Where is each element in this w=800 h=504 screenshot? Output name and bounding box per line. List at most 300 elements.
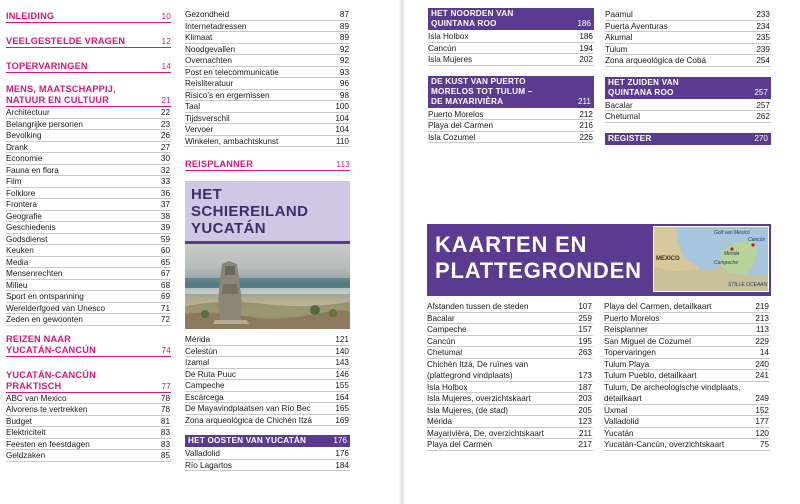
toc-entry[interactable] bbox=[605, 55, 771, 67]
toc-entry[interactable] bbox=[6, 257, 171, 269]
map-entry[interactable] bbox=[604, 313, 770, 325]
entry-label: Zona arqueológica de Chichén Itzá bbox=[185, 415, 312, 425]
entry-label: Valladolid bbox=[604, 417, 639, 426]
entry-label: Vervoer bbox=[185, 125, 214, 134]
entry-page: 60 bbox=[160, 246, 170, 255]
entry-page: 123 bbox=[578, 417, 592, 426]
toc-entry[interactable] bbox=[428, 54, 594, 66]
section-register[interactable] bbox=[605, 133, 771, 146]
map-entry[interactable] bbox=[604, 324, 770, 336]
toc-entry[interactable] bbox=[605, 100, 771, 112]
entry-label: Belangrijke personen bbox=[6, 119, 83, 129]
entry-label: Cancún bbox=[427, 336, 456, 346]
section-page: 257 bbox=[754, 87, 768, 97]
entry-page: 184 bbox=[335, 460, 349, 470]
toc-entry[interactable] bbox=[185, 403, 350, 415]
section-page: 77 bbox=[161, 381, 171, 391]
map-entry[interactable] bbox=[604, 336, 770, 348]
entry-label: Zeden en gewoonten bbox=[6, 315, 83, 324]
entry-label: Escárcega bbox=[185, 392, 224, 402]
map-entry[interactable] bbox=[427, 370, 593, 382]
toc-entry[interactable] bbox=[185, 44, 350, 56]
entry-page: 93 bbox=[339, 67, 349, 77]
maps-header bbox=[427, 224, 771, 296]
entry-page: 143 bbox=[335, 358, 349, 367]
entry-label: Valladolid bbox=[185, 449, 220, 458]
entry-page: 78 bbox=[160, 405, 170, 414]
entry-label: Architectuur bbox=[6, 108, 50, 117]
entry-label: Isla Mujeres bbox=[428, 55, 473, 64]
toc-list bbox=[428, 109, 594, 144]
entry-page: 169 bbox=[335, 415, 349, 425]
entry-page: 27 bbox=[160, 142, 170, 152]
entry-page: 89 bbox=[339, 21, 349, 31]
map-entry[interactable] bbox=[604, 370, 770, 382]
map-entry[interactable] bbox=[604, 301, 770, 313]
entry-label: De Mayavindplaatsen van Río Bec bbox=[185, 404, 311, 413]
toc-entry[interactable] bbox=[6, 211, 171, 223]
section-oosten-van-yucatan[interactable] bbox=[185, 435, 350, 448]
section-page: 21 bbox=[161, 96, 171, 105]
map-entry[interactable] bbox=[604, 428, 770, 440]
entry-page: 217 bbox=[578, 440, 592, 449]
toc-entry[interactable] bbox=[185, 136, 350, 148]
section-praktisch bbox=[6, 368, 171, 393]
entry-label: Mensenrechten bbox=[6, 269, 63, 278]
entry-page: 22 bbox=[160, 108, 170, 117]
entry-page: 146 bbox=[335, 369, 349, 379]
toc-entry[interactable] bbox=[185, 21, 350, 33]
toc-list bbox=[185, 334, 350, 426]
entry-page: 195 bbox=[578, 336, 592, 346]
entry-label: Paamul bbox=[605, 10, 633, 19]
entry-label: Taal bbox=[185, 102, 201, 111]
entry-page: 37 bbox=[160, 200, 170, 209]
toc-entry[interactable] bbox=[6, 245, 171, 257]
map-label-gulf: Golf van Mexico bbox=[714, 230, 750, 236]
toc-entry[interactable] bbox=[6, 416, 171, 428]
entry-label: Playa del Carmen bbox=[427, 440, 493, 449]
section-title: MENS, MAATSCHAPPIJ, NATUUR EN CULTUUR bbox=[6, 84, 116, 105]
toc-entry[interactable] bbox=[185, 415, 350, 427]
map-entry[interactable] bbox=[427, 336, 593, 348]
toc-list bbox=[6, 393, 171, 462]
section-veelgestelde-vragen bbox=[6, 34, 171, 48]
entry-page: 32 bbox=[160, 165, 170, 175]
toc-entry[interactable] bbox=[428, 109, 594, 121]
entry-label: Milieu bbox=[6, 280, 28, 290]
toc-entry[interactable] bbox=[605, 21, 771, 33]
toc-list bbox=[428, 31, 594, 66]
entry-label: Geldzaken bbox=[6, 451, 46, 460]
entry-page: 194 bbox=[579, 43, 593, 53]
toc-entry[interactable] bbox=[6, 234, 171, 246]
map-entry[interactable] bbox=[604, 416, 770, 428]
map-entry[interactable] bbox=[427, 393, 593, 405]
entry-label: Geschiedenis bbox=[6, 223, 56, 232]
entry-page: 92 bbox=[339, 56, 349, 65]
entry-label: Chetumal bbox=[605, 112, 641, 121]
entry-label: Economie bbox=[6, 154, 43, 163]
section-page: 270 bbox=[754, 133, 768, 143]
section-kust-puerto-morelos[interactable] bbox=[428, 76, 594, 109]
toc-entry[interactable] bbox=[6, 165, 171, 177]
entry-page: 212 bbox=[579, 109, 593, 119]
entry-page: 26 bbox=[160, 131, 170, 140]
entry-label: Playa del Carmen bbox=[428, 121, 494, 130]
map-entry[interactable] bbox=[427, 439, 593, 451]
section-inleiding bbox=[6, 9, 171, 23]
entry-label: Campeche bbox=[427, 325, 467, 334]
entry-label: Tijdsverschil bbox=[185, 113, 230, 123]
maps-section bbox=[427, 224, 771, 451]
section-title: DE KUST VAN PUERTO MORELOS TOT TULUM – DE MAYARIVIÈRA bbox=[431, 76, 533, 106]
entry-page: 241 bbox=[755, 371, 769, 380]
map-entry[interactable] bbox=[604, 359, 770, 371]
peninsula-title: HET SCHIEREILAND YUCATÁN bbox=[191, 186, 309, 237]
entry-page: 254 bbox=[756, 56, 770, 65]
entry-page: 39 bbox=[160, 223, 170, 232]
entry-label: Budget bbox=[6, 416, 32, 426]
entry-label: Werelderfgoed van Unesco bbox=[6, 303, 106, 313]
entry-page: 75 bbox=[759, 440, 769, 449]
toc-entry[interactable] bbox=[6, 404, 171, 416]
entry-label: Tulum bbox=[605, 44, 628, 54]
entry-page: 239 bbox=[756, 44, 770, 54]
entry-label: Godsdienst bbox=[6, 234, 48, 244]
entry-label: ABC van Mexico bbox=[6, 393, 67, 403]
entry-page: 65 bbox=[160, 257, 170, 267]
section-page: 186 bbox=[577, 19, 591, 28]
entry-page: 259 bbox=[578, 313, 592, 323]
entry-page: 216 bbox=[579, 121, 593, 130]
entry-page: 203 bbox=[578, 394, 592, 403]
toc-entry[interactable] bbox=[6, 280, 171, 292]
map-entry[interactable] bbox=[427, 428, 593, 440]
entry-label: Post en telecommunicatie bbox=[185, 67, 279, 77]
map-entry[interactable] bbox=[604, 347, 770, 359]
section-title: TOPERVARINGEN bbox=[6, 61, 88, 71]
entry-page: 121 bbox=[335, 335, 349, 344]
toc-entry[interactable] bbox=[428, 132, 594, 144]
section-mens-maatschappij bbox=[6, 82, 171, 107]
map-entry[interactable] bbox=[604, 405, 770, 417]
statue-beach-photo bbox=[185, 244, 350, 329]
entry-page: 213 bbox=[755, 313, 769, 323]
toc-entry[interactable] bbox=[605, 44, 771, 56]
entry-page: 211 bbox=[578, 428, 592, 438]
section-page: 14 bbox=[161, 62, 171, 71]
entry-page: 176 bbox=[335, 449, 349, 458]
map-entry[interactable] bbox=[604, 439, 770, 451]
entry-page: 98 bbox=[339, 90, 349, 100]
section-title: INLEIDING bbox=[6, 11, 55, 21]
toc-entry[interactable] bbox=[185, 67, 350, 79]
entry-label: Bacalar bbox=[605, 100, 633, 110]
toc-entry[interactable] bbox=[6, 142, 171, 154]
entry-page: 202 bbox=[579, 55, 593, 64]
entry-page: 59 bbox=[160, 234, 170, 244]
entry-page: 257 bbox=[756, 100, 770, 110]
entry-label: De Ruta Puuc bbox=[185, 369, 236, 379]
maps-list-right bbox=[604, 301, 770, 451]
toc-entry[interactable] bbox=[185, 55, 350, 67]
section-title: YUCATÁN-CANCÚN PRAKTISCH bbox=[6, 369, 96, 391]
peninsula-header bbox=[185, 181, 350, 244]
toc-entry[interactable] bbox=[185, 9, 350, 21]
entry-page: 240 bbox=[755, 359, 769, 369]
entry-label: Frontera bbox=[6, 200, 37, 209]
toc-entry[interactable] bbox=[185, 380, 350, 392]
statue-illustration bbox=[185, 244, 350, 329]
toc-entry[interactable] bbox=[605, 9, 771, 21]
entry-page: 173 bbox=[578, 371, 592, 380]
entry-label: Reisliteratuur bbox=[185, 79, 234, 88]
section-title: REGISTER bbox=[608, 133, 652, 143]
entry-page: 155 bbox=[335, 381, 349, 390]
toc-entry[interactable] bbox=[428, 120, 594, 132]
entry-label: Tulum, De archeologische vindplaats, bbox=[604, 382, 741, 392]
entry-page: 104 bbox=[335, 113, 349, 123]
map-entry[interactable] bbox=[427, 324, 593, 336]
entry-page: 14 bbox=[759, 348, 769, 357]
section-page: 211 bbox=[577, 96, 591, 106]
entry-page: 104 bbox=[335, 125, 349, 134]
toc-entry[interactable] bbox=[185, 369, 350, 381]
entry-page: 85 bbox=[160, 451, 170, 460]
entry-page: 36 bbox=[160, 188, 170, 198]
toc-entry[interactable] bbox=[6, 176, 171, 188]
map-label-merida: Mérida bbox=[724, 251, 740, 257]
maps-list-left bbox=[427, 301, 593, 451]
map-entry[interactable] bbox=[427, 382, 593, 394]
entry-label: detailkaart bbox=[604, 394, 642, 403]
entry-label: Media bbox=[6, 257, 29, 267]
toc-entry[interactable] bbox=[185, 78, 350, 90]
entry-page: 67 bbox=[160, 269, 170, 278]
entry-label: Feesten en feestdagen bbox=[6, 439, 90, 449]
maps-columns bbox=[427, 301, 771, 451]
entry-label: Puerto Morelos bbox=[428, 109, 484, 119]
yucatan-overview-map bbox=[653, 226, 769, 292]
map-entry[interactable] bbox=[427, 359, 593, 371]
toc-entry[interactable] bbox=[6, 119, 171, 131]
entry-label: Playa del Carmen, detailkaart bbox=[604, 302, 712, 311]
toc-entry[interactable] bbox=[6, 439, 171, 451]
entry-label: Cancún bbox=[428, 43, 457, 53]
entry-label: Isla Holbox bbox=[427, 382, 468, 392]
section-title: VEELGESTELDE VRAGEN bbox=[6, 36, 126, 46]
toc-entry[interactable] bbox=[185, 460, 350, 472]
entry-label: Puerto Morelos bbox=[604, 313, 660, 323]
entry-label: Topervaringen bbox=[604, 348, 656, 357]
map-label-mexico: MEXICO bbox=[656, 256, 680, 262]
section-noorden-quintana-roo[interactable] bbox=[428, 8, 594, 31]
section-title: HET OOSTEN VAN YUCATÁN bbox=[188, 436, 307, 445]
entry-label: Sport en ontspanning bbox=[6, 292, 84, 301]
entry-page: 187 bbox=[578, 382, 592, 392]
toc-entry[interactable] bbox=[6, 314, 171, 326]
entry-label: Internetadressen bbox=[185, 21, 247, 31]
toc-entry[interactable] bbox=[428, 31, 594, 43]
entry-page: 78 bbox=[160, 393, 170, 403]
section-page: 10 bbox=[161, 12, 171, 21]
section-title: REIZEN NAAR YUCATÁN-CANCÚN bbox=[6, 333, 96, 355]
toc-entry[interactable] bbox=[605, 32, 771, 44]
entry-label: Isla Cozumel bbox=[428, 132, 476, 142]
map-label-cancun: Cancún bbox=[748, 237, 766, 243]
right-column-b bbox=[605, 9, 771, 146]
toc-entry[interactable] bbox=[185, 346, 350, 358]
map-label-campeche: Campeche bbox=[714, 260, 739, 266]
entry-page: 107 bbox=[578, 302, 592, 311]
entry-label: Noodgevallen bbox=[185, 44, 236, 54]
entry-label: Akumal bbox=[605, 33, 633, 42]
entry-page: 229 bbox=[755, 336, 769, 346]
entry-page: 165 bbox=[335, 404, 349, 413]
toc-entry[interactable] bbox=[6, 107, 171, 119]
toc-entry[interactable] bbox=[6, 303, 171, 315]
entry-label: Mayarivièra, De, overzichtskaart bbox=[427, 428, 544, 438]
toc-entry[interactable] bbox=[185, 101, 350, 113]
left-column-a bbox=[6, 9, 171, 462]
entry-label: Isla Mujeres, (de stad) bbox=[427, 405, 508, 415]
toc-entry[interactable] bbox=[6, 153, 171, 165]
entry-label: Tulum Playa bbox=[604, 359, 650, 369]
entry-page: 234 bbox=[756, 21, 770, 31]
section-page: 12 bbox=[161, 37, 171, 46]
toc-entry[interactable] bbox=[6, 427, 171, 439]
toc-entry[interactable] bbox=[6, 268, 171, 280]
entry-page: 177 bbox=[755, 417, 769, 426]
toc-entry[interactable] bbox=[185, 448, 350, 460]
toc-entry[interactable] bbox=[6, 222, 171, 234]
toc-list bbox=[6, 107, 171, 326]
toc-entry[interactable] bbox=[6, 393, 171, 405]
section-page: 176 bbox=[333, 436, 347, 445]
entry-label: Isla Mujeres, overzichtskaart bbox=[427, 394, 531, 403]
map-entry[interactable] bbox=[427, 313, 593, 325]
entry-page: 30 bbox=[160, 154, 170, 163]
entry-page: 113 bbox=[755, 325, 769, 334]
entry-label: Bevolking bbox=[6, 131, 42, 140]
entry-label: Gezondheid bbox=[185, 10, 230, 19]
entry-label: Mérida bbox=[427, 417, 453, 426]
entry-page: 81 bbox=[160, 416, 170, 426]
map-entry[interactable] bbox=[427, 301, 593, 313]
entry-label: Klimaat bbox=[185, 33, 213, 42]
entry-label: Folklore bbox=[6, 188, 36, 198]
entry-page: 152 bbox=[755, 405, 769, 415]
entry-label: Chetumal bbox=[427, 348, 463, 357]
entry-label: Risico’s en ergernissen bbox=[185, 90, 270, 100]
toc-entry[interactable] bbox=[185, 32, 350, 44]
entry-label: Elektriciteit bbox=[6, 428, 46, 437]
entry-page: 249 bbox=[755, 394, 769, 403]
toc-list bbox=[605, 9, 771, 67]
toc-entry[interactable] bbox=[428, 43, 594, 55]
entry-label: Mérida bbox=[185, 335, 211, 344]
toc-entry[interactable] bbox=[185, 124, 350, 136]
entry-page: 72 bbox=[160, 315, 170, 324]
entry-page: 140 bbox=[335, 346, 349, 356]
map-entry[interactable] bbox=[427, 347, 593, 359]
entry-label: Fauna en flora bbox=[6, 165, 59, 175]
toc-entry[interactable] bbox=[6, 450, 171, 462]
entry-page: 33 bbox=[160, 177, 170, 186]
map-entry[interactable] bbox=[604, 382, 770, 394]
section-page: 74 bbox=[161, 345, 171, 355]
entry-page: 68 bbox=[160, 280, 170, 290]
entry-page: 110 bbox=[335, 136, 349, 146]
map-entry[interactable] bbox=[427, 405, 593, 417]
entry-page: 38 bbox=[160, 211, 170, 221]
entry-label: Celestún bbox=[185, 346, 218, 356]
entry-label: Tulum Pueblo, detailkaart bbox=[604, 371, 697, 380]
map-label-ocean: STILLE OCEAAN bbox=[728, 282, 768, 288]
toc-entry[interactable] bbox=[6, 291, 171, 303]
entry-page: 89 bbox=[339, 33, 349, 42]
toc-entry[interactable] bbox=[185, 113, 350, 125]
toc-entry[interactable] bbox=[6, 130, 171, 142]
toc-entry[interactable] bbox=[6, 188, 171, 200]
entry-label: Chichén Itzá, De ruïnes van bbox=[427, 359, 529, 369]
section-title: HET NOORDEN VAN QUINTANA ROO bbox=[431, 9, 514, 28]
entry-label: Overnachten bbox=[185, 56, 232, 65]
entry-label: Winkelen, ambachtskunst bbox=[185, 136, 279, 146]
section-page: 113 bbox=[336, 160, 350, 169]
toc-entry[interactable] bbox=[605, 111, 771, 123]
entry-page: 120 bbox=[755, 428, 769, 438]
entry-label: Reisplanner bbox=[604, 325, 648, 334]
entry-page: 83 bbox=[160, 439, 170, 449]
section-title: REISPLANNER bbox=[185, 159, 254, 169]
toc-entry[interactable] bbox=[185, 90, 350, 102]
toc-entry[interactable] bbox=[185, 392, 350, 404]
toc-entry[interactable] bbox=[6, 199, 171, 211]
entry-page: 87 bbox=[339, 10, 349, 19]
entry-label: Isla Holbox bbox=[428, 32, 469, 41]
entry-page: 92 bbox=[339, 44, 349, 54]
entry-label: Zona arqueológica de Cobá bbox=[605, 56, 707, 65]
entry-label: Izamal bbox=[185, 358, 210, 367]
map-entry[interactable] bbox=[604, 393, 770, 405]
right-column-a bbox=[428, 8, 594, 143]
peninsula-panel bbox=[185, 181, 350, 426]
entry-label: Alvorens te vertrekken bbox=[6, 405, 88, 414]
entry-page: 186 bbox=[579, 32, 593, 41]
section-title: HET ZUIDEN VAN QUINTANA ROO bbox=[608, 77, 679, 97]
entry-page: 262 bbox=[756, 112, 770, 121]
entry-page: 157 bbox=[578, 325, 592, 334]
entry-page: 164 bbox=[335, 392, 349, 402]
entry-label: Geografie bbox=[6, 211, 42, 221]
entry-label: Bacalar bbox=[427, 313, 455, 323]
toc-list bbox=[605, 100, 771, 123]
section-topervaringen bbox=[6, 59, 171, 73]
entry-page: 263 bbox=[578, 348, 592, 357]
toc-entry[interactable] bbox=[185, 357, 350, 369]
entry-label: Yucatán bbox=[604, 428, 634, 438]
toc-list bbox=[185, 448, 350, 471]
section-zuiden-quintana-roo[interactable] bbox=[605, 77, 771, 100]
entry-page: 205 bbox=[578, 405, 592, 415]
entry-page: 23 bbox=[160, 119, 170, 129]
book-gutter bbox=[398, 0, 406, 504]
map-entry[interactable] bbox=[427, 416, 593, 428]
toc-entry[interactable] bbox=[185, 334, 350, 346]
entry-label: Río Lagartos bbox=[185, 460, 232, 470]
